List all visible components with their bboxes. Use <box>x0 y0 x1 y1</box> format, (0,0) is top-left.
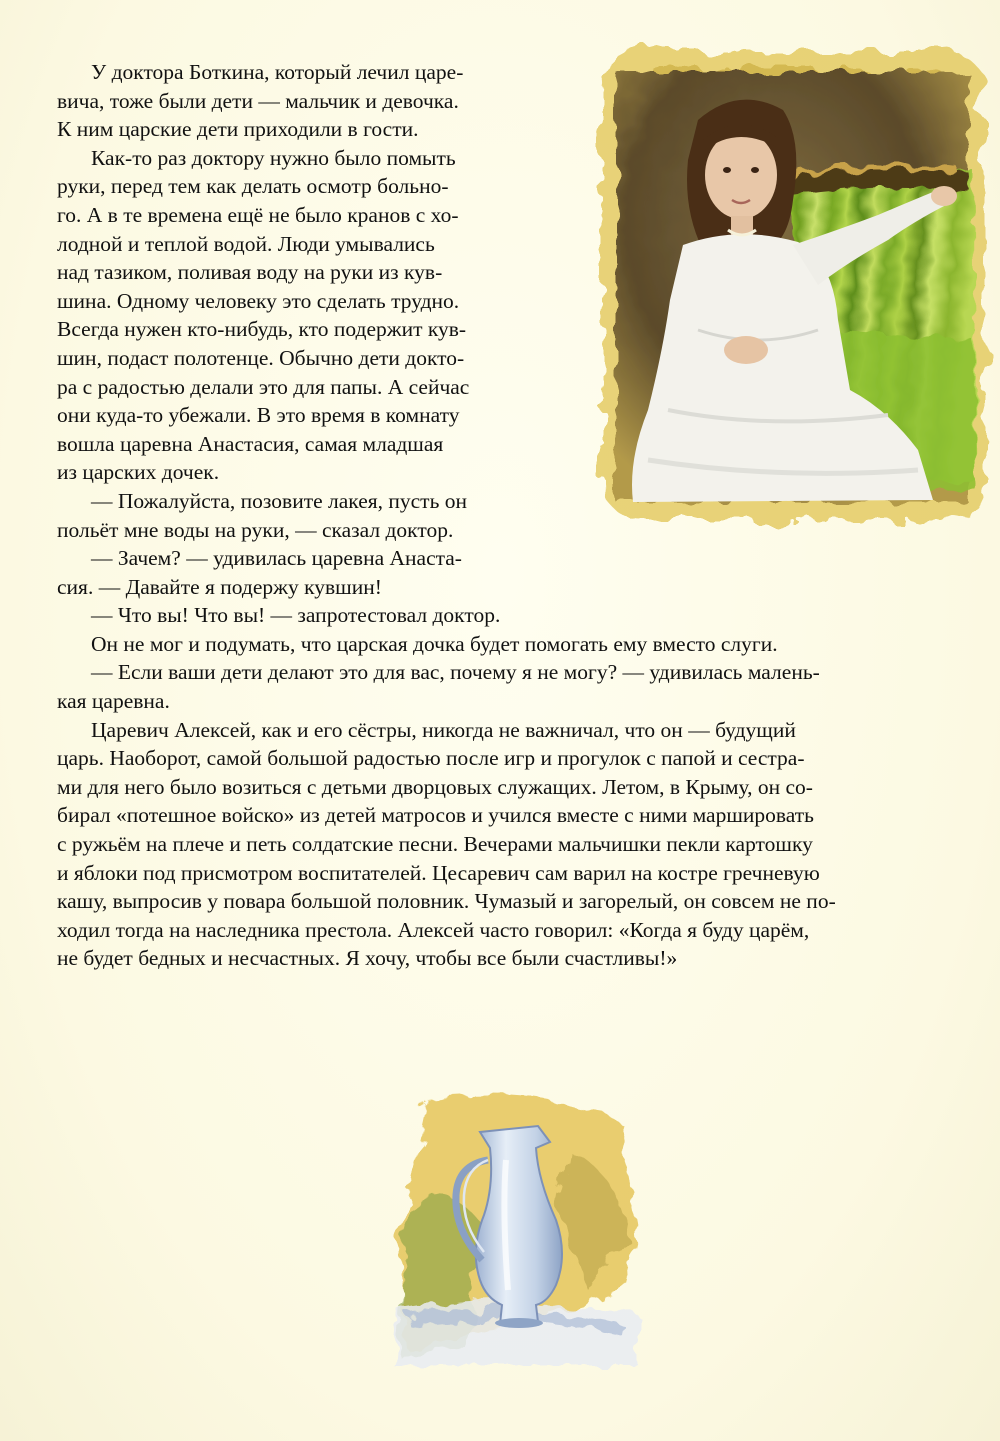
text-line: вошла царевна Анастасия, самая младшая <box>57 431 444 456</box>
text-line: над тазиком, поливая воду на руки из кув- <box>57 260 443 285</box>
text-line: они куда-то убежали. В это время в комнату <box>57 403 460 428</box>
paragraph <box>57 487 537 544</box>
text-line: У доктора Боткина, который лечил царе- <box>91 60 464 84</box>
paragraph <box>57 630 947 659</box>
story-text <box>57 58 947 973</box>
text-line: с ружьём на плече и петь солдатские песни. Вечерами мальчишки пекли картошку <box>57 832 813 857</box>
text-line: бирал «потешное войско» из детей матросов и учился вместе с ними маршировать <box>57 803 814 828</box>
text-block-wide <box>57 630 947 973</box>
text-line: Всегда нужен кто-нибудь, кто подержит кув- <box>57 317 467 342</box>
text-line: Как-то раз доктору нужно было помыть <box>91 145 456 170</box>
text-block-narrow <box>57 58 537 630</box>
text-line: — Зачем? — удивилась царевна Анаста- <box>91 546 462 571</box>
text-line: К ним царские дети приходили в гости. <box>57 117 419 142</box>
paragraph <box>57 144 537 487</box>
paragraph <box>57 658 947 715</box>
paragraph <box>57 58 537 144</box>
text-line: — Что вы! Что вы! — запротестовал доктор. <box>91 603 501 628</box>
text-line: ра с радостью делали это для папы. А сейчас <box>57 374 470 399</box>
text-line: кашу, выпросив у повара большой половник. Чумазый и загорелый, он совсем не по- <box>57 889 836 914</box>
text-line: Он не мог и подумать, что царская дочка будет помогать ему вместо слуги. <box>91 631 778 656</box>
text-line: лодной и теплой водой. Люди умывались <box>57 231 435 256</box>
text-line: вича, тоже были дети — мальчик и девочка. <box>57 88 459 113</box>
text-line: из царских дочек. <box>57 460 220 485</box>
text-line: сия. — Давайте я подержу кувшин! <box>57 574 382 599</box>
text-line: царь. Наоборот, самой большой радостью после игр и прогулок с папой и сестра- <box>57 746 805 771</box>
text-line: ходил тогда на наследника престола. Алексей часто говорил: «Когда я буду царём, <box>57 917 810 942</box>
text-line: — Пожалуйста, позовите лакея, пусть он <box>91 488 468 513</box>
text-line: не будет бедных и несчастных. Я хочу, чтобы все были счастливы!» <box>57 946 678 971</box>
text-line: шин, подаст полотенце. Обычно дети докто- <box>57 345 465 370</box>
jug-illustration <box>388 1090 648 1370</box>
paragraph <box>57 544 537 601</box>
text-line: польёт мне воды на руки, — сказал доктор. <box>57 517 454 542</box>
text-line: ми для него было возиться с детьми дворцовых служащих. Летом, в Крыму, он со- <box>57 774 813 799</box>
text-line: кая царевна. <box>57 689 170 714</box>
text-line: Царевич Алексей, как и его сёстры, никогда не важничал, что он — будущий <box>91 717 796 742</box>
text-line: шина. Одному человеку это сделать трудно. <box>57 288 460 313</box>
paragraph <box>57 716 947 973</box>
text-line: и яблоки под присмотром воспитателей. Цесаревич сам варил на костре гречневую <box>57 860 820 885</box>
text-line: — Если ваши дети делают это для вас, почему я не могу? — удивилась малень- <box>91 660 820 685</box>
paragraph <box>57 601 537 630</box>
text-line: руки, перед тем как делать осмотр больно- <box>57 174 449 199</box>
text-line: го. А в те времена ещё не было кранов с хо- <box>57 202 459 227</box>
